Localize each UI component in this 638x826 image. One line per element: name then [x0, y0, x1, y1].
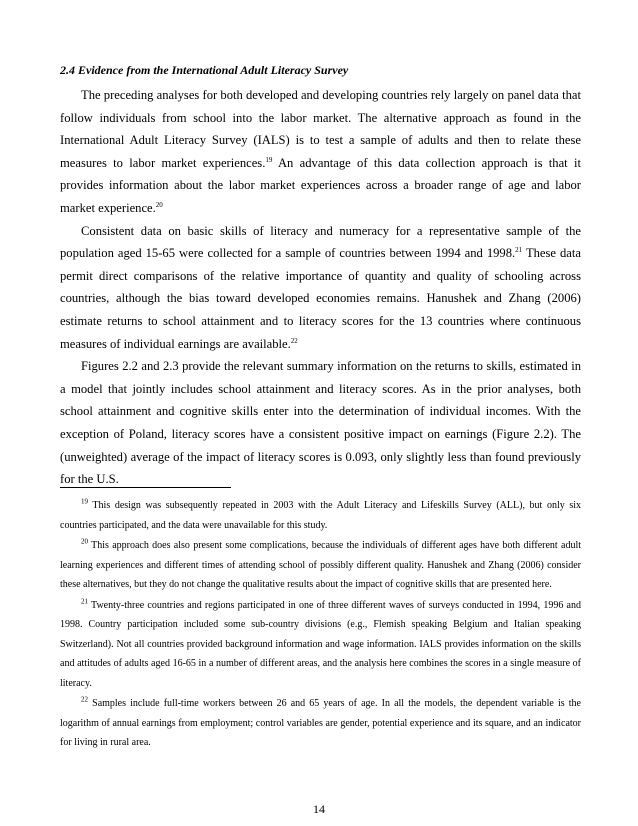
footnotes — [60, 496, 581, 754]
body-text — [60, 84, 581, 491]
paragraph — [60, 355, 581, 491]
paragraph-text: Figures 2.2 and 2.3 provide the relevant summary information on the returns to skills, estimated in a model that jointly includes school attainment and literacy scores. As in the prior analyses, both school attainment and cognitive skills enter into the determination of individual incomes. With the exception of Poland, literacy scores have a consistent positive impact on earnings (Figure 2.2). The (unweighted) average of the impact of literacy scores is 0.093, only slightly less than found previously for the U.S. — [60, 359, 581, 487]
section-heading: 2.4 Evidence from the International Adult Literacy Survey — [60, 63, 349, 77]
paragraph-text: An advantage of this data collection approach is that it provides information about the labor market experiences across a broader range of age and labor market experience. — [60, 155, 581, 215]
footnote-number: 21 — [81, 597, 88, 606]
footnote-text: Samples include full-time workers between 26 and 65 years of age. In all the models, the dependent variable is the logarithm of annual earnings from employment; control variables are gender, potential experience and its square, and an indicator for living in rural area. — [60, 698, 581, 748]
page-number: 14 — [313, 802, 325, 816]
footnote-number: 20 — [81, 537, 88, 546]
footnote-divider — [60, 487, 231, 488]
footnote — [60, 536, 581, 595]
footnote-text: Twenty-three countries and regions participated in one of three different waves of surveys conducted in 1994, 1996 and 1998. Country participation included some sub-country divisions (e.g., Flemish speaking Belgium and Italian speaking Switzerland). Not all countries provided background information and wage information. IALS provides information on the skills and attitudes of adults aged 16-65 in a number of different areas, and the analysis here combines the scores in a single measure of literacy. — [60, 599, 581, 689]
footnote-number: 22 — [81, 695, 88, 704]
paragraph — [60, 220, 581, 356]
footnote-ref[interactable]: 21 — [515, 245, 523, 254]
footnote-text: This approach does also present some complications, because the individuals of different ages have both different adult learning experiences and different times of attending school of possibly different quality. Hanushek and Zhang (2006) consider these alternatives, but they do not change the qualitative results about the impact of cognitive skills that are presented here. — [60, 540, 581, 590]
footnote-ref[interactable]: 22 — [290, 336, 298, 345]
paragraph — [60, 84, 581, 220]
paragraph-text: The preceding analyses for both developed and developing countries rely largely on panel data that follow individuals from school into the labor market. The alternative approach as found in the International Adult Literacy Survey (IALS) is to test a sample of adults and then to relate these measures to labor market experiences. — [60, 88, 581, 170]
footnote — [60, 596, 581, 694]
footnote-ref[interactable]: 19 — [265, 155, 273, 164]
footnote-number: 19 — [81, 497, 88, 506]
footnote-text: This design was subsequently repeated in 2003 with the Adult Literacy and Lifeskills Survey (ALL), but only six countries participated, and the data were unavailable for this study. — [60, 500, 581, 531]
footnote-ref[interactable]: 20 — [155, 200, 163, 209]
footnote — [60, 496, 581, 535]
footnote — [60, 694, 581, 753]
paragraph-text: These data permit direct comparisons of the relative importance of quantity and quality of schooling across countries, although the bias toward developed economies remains. Hanushek and Zhang (2006) estimate returns to school attainment and to literacy scores for the 13 countries where continuous measures of individual earnings are available. — [60, 246, 581, 351]
paragraph-text: Consistent data on basic skills of literacy and numeracy for a representative sample of the population aged 15-65 were collected for a sample of countries between 1994 and 1998. — [60, 223, 581, 261]
